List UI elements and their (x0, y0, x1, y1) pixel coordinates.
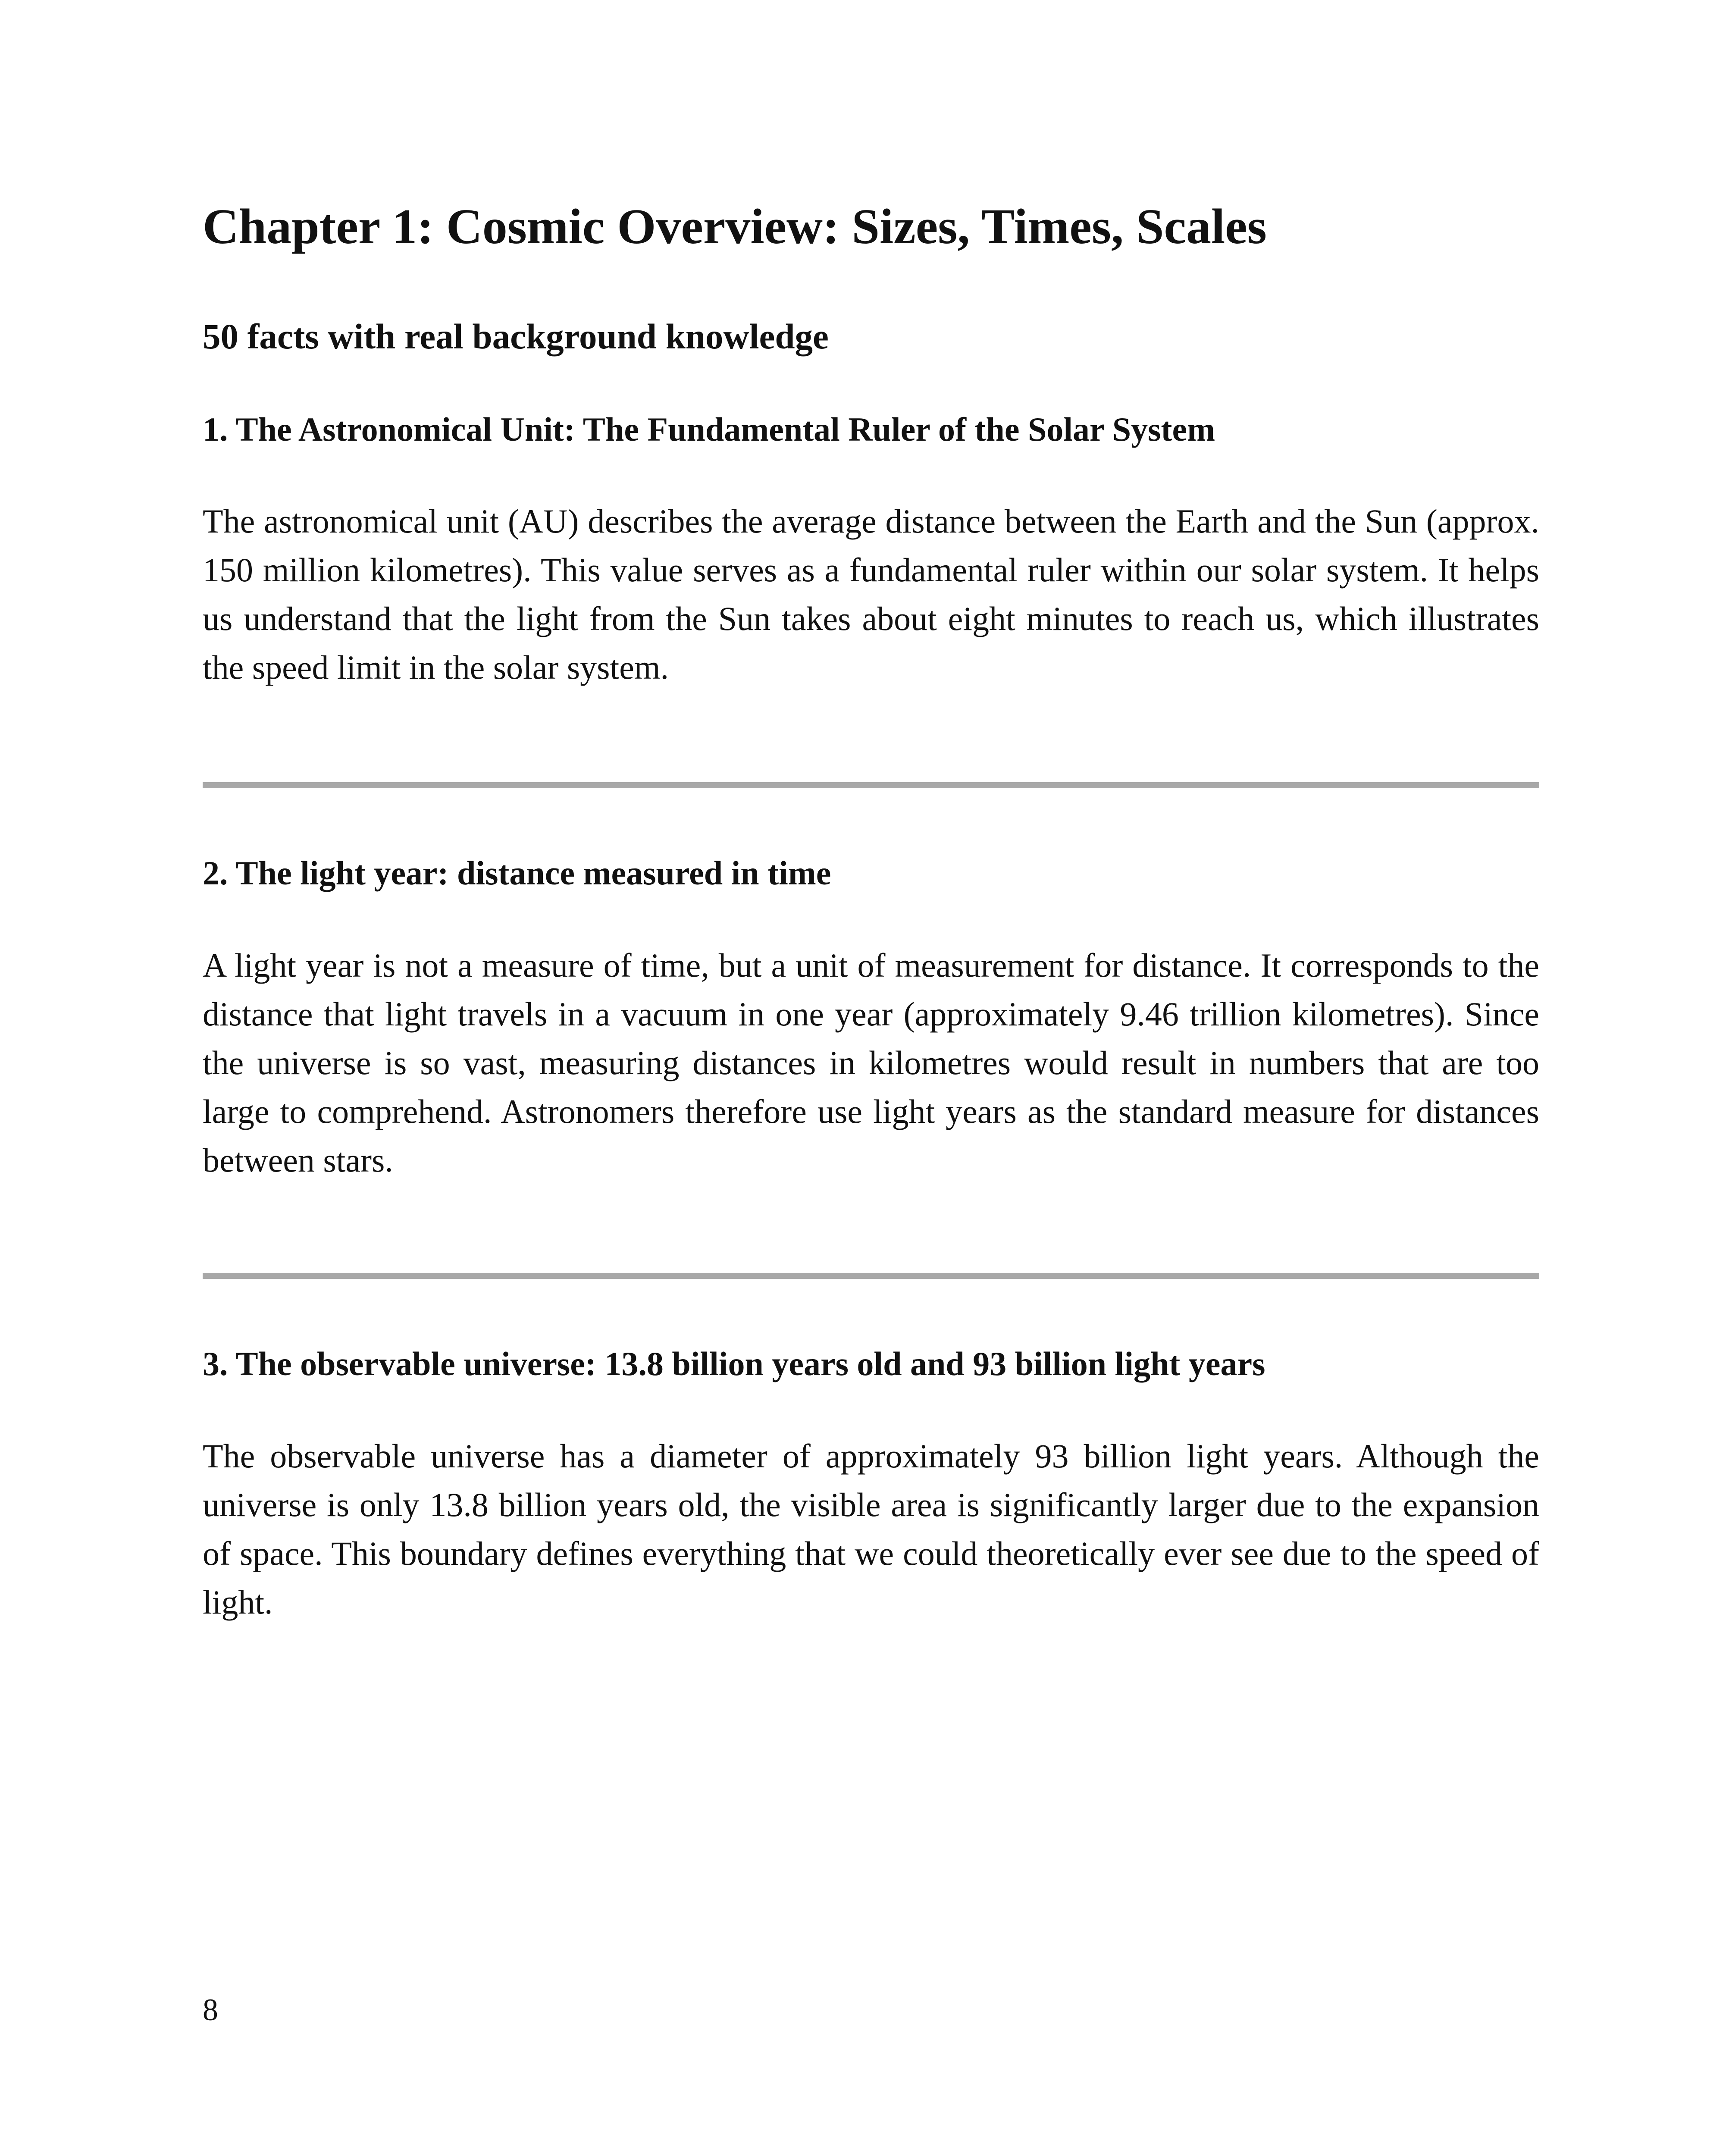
fact-body: The observable universe has a diameter of approximately 93 billion light years. Although the universe is only 13.8 billion years old, the visible area is significantly larger due to the expansion of space. This boundary defines everything that we could theoretically ever see due to the speed of light. (203, 1437, 1539, 1621)
section-divider (203, 1273, 1539, 1279)
fact-heading: 1. The Astronomical Unit: The Fundamental Ruler of the Solar System (203, 410, 1215, 448)
fact-heading: 2. The light year: distance measured in time (203, 854, 831, 892)
page-content (203, 198, 1539, 1626)
page-number: 8 (203, 1993, 218, 2027)
chapter-title: Chapter 1: Cosmic Overview: Sizes, Times, Scales (203, 199, 1267, 254)
fact-body: The astronomical unit (AU) describes the average distance between the Earth and the Sun (approx. 150 million kilometres). This value serves as a fundamental ruler within our solar system. It helps us understand that the light from the Sun takes about eight minutes to reach us, which illustrates the speed limit in the solar system. (203, 502, 1539, 686)
fact-heading: 3. The observable universe: 13.8 billion years old and 93 billion light years (203, 1345, 1265, 1383)
fact-section-2 (203, 853, 1539, 1185)
section-divider (203, 782, 1539, 788)
fact-body: A light year is not a measure of time, but a unit of measurement for distance. It corresponds to the distance that light travels in a vacuum in one year (approximately 9.46 trillion kilometres). Since the universe is so vast, measuring distances in kilometres would result in numbers that are too large to comprehend. Astronomers therefore use light years as the standard measure for distances between stars. (203, 946, 1539, 1179)
chapter-subtitle: 50 facts with real background knowledge (203, 317, 829, 357)
fact-section-3 (203, 1344, 1539, 1626)
fact-section-1 (203, 409, 1539, 692)
